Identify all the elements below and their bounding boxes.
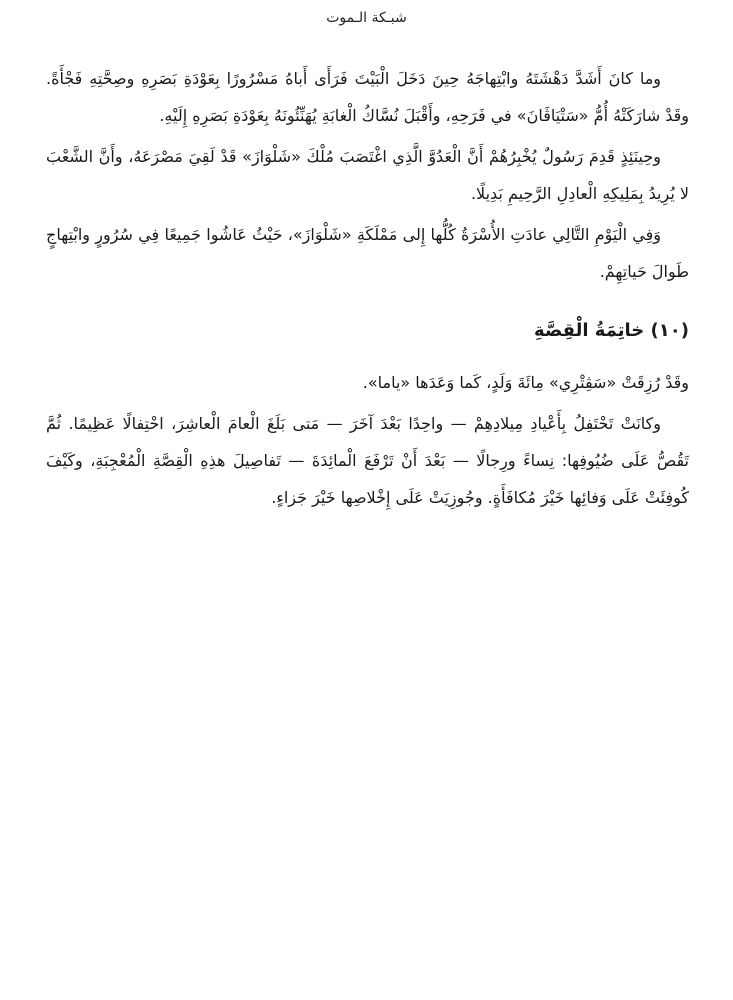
paragraph-return-to-kingdom: وَفِي الْيَوْمِ التَّالِي عادَتِ الأُسْرَةُ كُلُّها إِلى مَمْلَكَةِ «شَلْوَازَ»، حَيْثُ عَاشُوا جَمِيعًا فِي سُرُورٍ وابْتِهاجٍ طَوالَ حَياتِهِمْ. [46, 225, 689, 281]
running-header: شبـكة الـموت [326, 10, 407, 26]
paragraph-hundred-children: وقَدْ رُزِقَتْ «سَڤِتْرِي» مِائَةَ وَلَدٍ، كَما وَعَدَها «ياما». [362, 373, 689, 392]
page-body [46, 60, 689, 520]
paragraph-messenger-news: وحِينَئِذٍ قَدِمَ رَسُولٌ يُخْبِرُهُمْ أَنَّ الْعَدُوَّ الَّذِي اغْتَصَبَ مُلْكَ «شَلْوَازَ» قَدْ لَقِيَ مَصْرَعَهُ، وأَنَّ الشَّعْبَ لا يُرِيدُ بِمَلِيكِهِ الْعادِلِ الرَّحِيمِ بَدِيلًا. [46, 147, 689, 203]
section-heading: (١٠) خاتِمَةُ الْقِصَّةِ [534, 320, 689, 341]
paragraph-birthday-celebrations: وكانَتْ تَحْتَفِلُ بِأَعْيادِ مِيلادِهِمْ — واحِدًا بَعْدَ آخَرَ — مَتى بَلَغَ الْعامَ الْعاشِرَ، احْتِفالًا عَظِيمًا. ثُمَّ تَقُصُّ عَلَى ضُيُوفِها: نِساءً ورِجالًا — بَعْدَ أَنْ تَرْفَعَ الْمائِدَةَ — تَفاصِيلَ هذِهِ الْقِصَّةِ الْمُعْجِبَةِ، وكَيْفَ كُوفِئَتْ عَلَى وَفائِها خَيْرَ مُكافَأَةٍ. وجُوزِيَتْ عَلَى إِخْلاصِها خَيْرَ جَزاءٍ. [46, 414, 689, 507]
paragraph-father-sight-restored: وما كانَ أَشَدَّ دَهْشَتَهُ وابْتِهاجَهُ حِينَ دَخَلَ الْبَيْتَ فَرَأَى أَباهُ مَسْرُورًا بِعَوْدَةِ بَصَرِهِ وصِحَّتِهِ فَجْأَةً. وقَدْ شارَكَتْهُ أُمُّ «سَتْيَاڤَانَ» في فَرَحِهِ، وأَقْبَلَ نُسَّاكُ الْغابَةِ يُهَنِّئُونَهُ بِعَوْدَةِ بَصَرِهِ إِلَيْهِ. [46, 69, 689, 125]
